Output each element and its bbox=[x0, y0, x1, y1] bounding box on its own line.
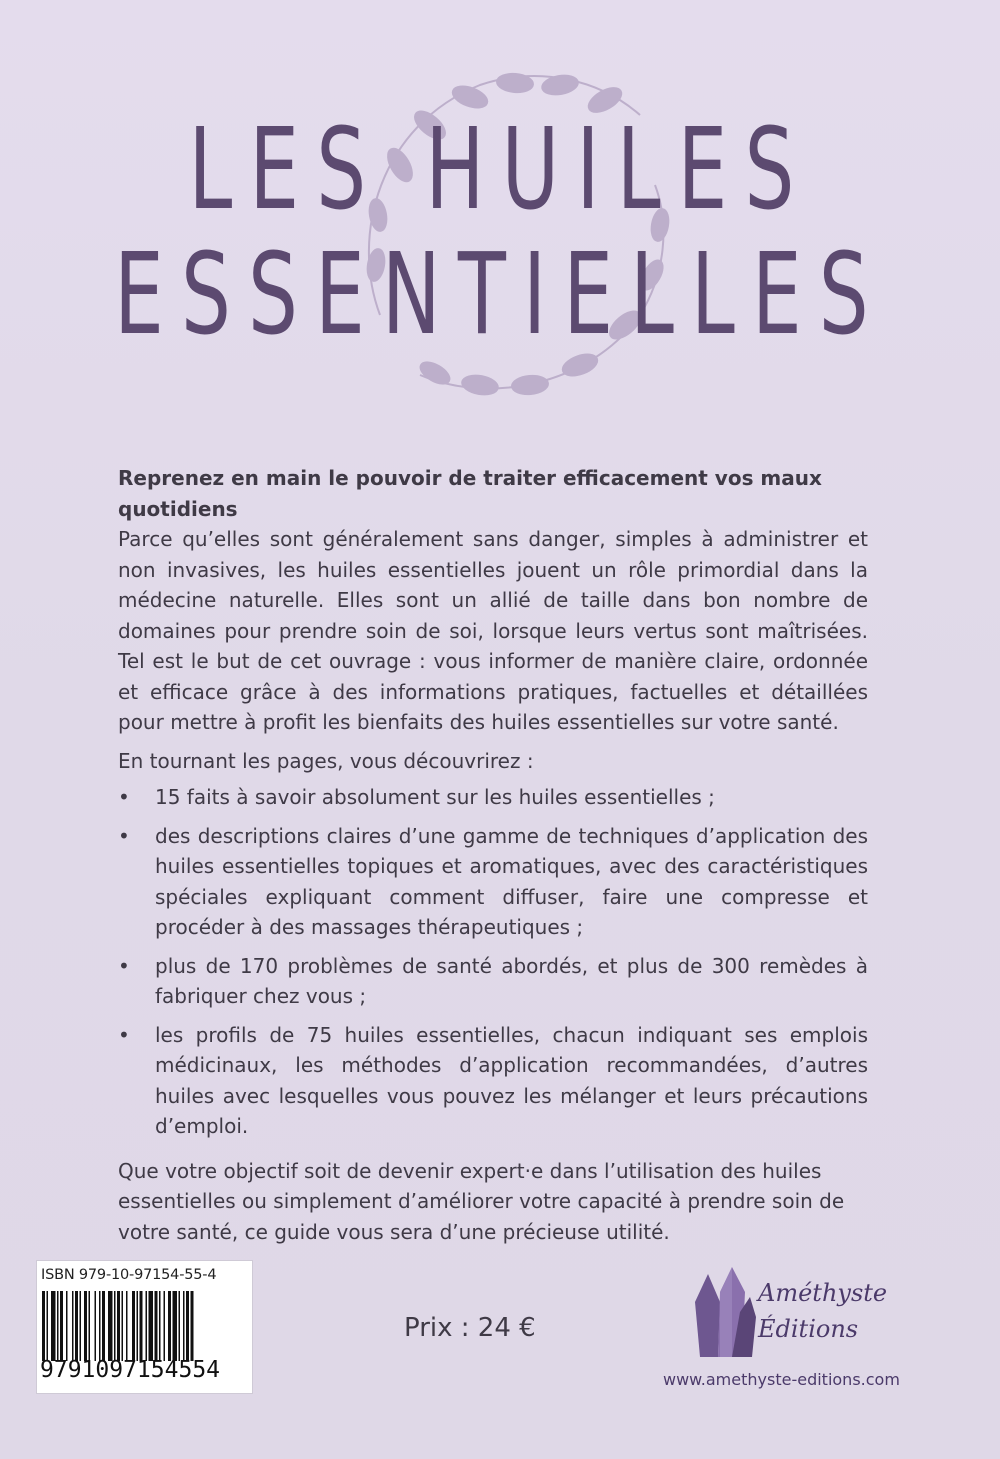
list-item: • les profils de 75 huiles essentielles, chacun indiquant ses emplois médicinaux, les méthodes d’application recommandées, d’autres huiles avec lesquelles vous pouvez les mélanger et leurs précautions d’emploi. bbox=[118, 1020, 868, 1142]
barcode-label bbox=[36, 1260, 253, 1394]
bullet-icon: • bbox=[118, 785, 130, 809]
bullet-icon: • bbox=[118, 823, 130, 848]
list-item: • des descriptions claires d’une gamme de techniques d’application des huiles essentielles topiques et aromatiques, avec des caractéristiques spéciales expliquant comment diffuser, faire une compresse et procéder à des massages thérapeutiques ; bbox=[118, 821, 868, 943]
list-intro: En tournant les pages, vous découvrirez : bbox=[118, 748, 534, 773]
publisher-name-line-2: Éditions bbox=[758, 1315, 859, 1343]
lead-sentence: Reprenez en main le pouvoir de traiter efficacement vos maux quotidiens bbox=[118, 466, 822, 521]
list-item: • plus de 170 problèmes de santé abordés, et plus de 300 remèdes à fabriquer chez vous ; bbox=[118, 951, 868, 1012]
amethyst-crystal-icon bbox=[690, 1262, 760, 1362]
bullet-icon: • bbox=[118, 953, 130, 978]
barcode-icon bbox=[40, 1291, 246, 1361]
bullet-icon: • bbox=[118, 1022, 130, 1047]
isbn-text: ISBN 979-10-97154-55-4 bbox=[41, 1267, 217, 1283]
price-label: Prix : 24 € bbox=[404, 1313, 536, 1343]
back-cover-text bbox=[118, 463, 868, 1247]
book-title-line-2: ESSENTIELLES bbox=[114, 230, 886, 360]
list-item: • 15 faits à savoir absolument sur les huiles essentielles ; bbox=[118, 782, 868, 813]
book-title-line-1: LES HUILES bbox=[188, 105, 812, 235]
publisher-name-line-1: Améthyste bbox=[758, 1279, 888, 1307]
intro-paragraph: Parce qu’elles sont généralement sans danger, simples à administrer et non invasives, les huiles essentielles jouent un rôle primordial dans la médecine naturelle. Elles sont un allié de taille dans bon nombre de domaines pour prendre soin de soi, lorsque leurs vertus sont maîtrisées. Tel est le but de cet ouvrage : vous informer de manière claire, ordonnée et efficace grâce à des informations pratiques, factuelles et détaillées pour mettre à profit les bienfaits des huiles essentielles sur votre santé. bbox=[118, 527, 868, 734]
barcode-number: 9791097154554 bbox=[40, 1357, 221, 1383]
feature-list bbox=[118, 782, 868, 1142]
closing-paragraph: Que votre objectif soit de devenir expert·e dans l’utilisation des huiles essentielles ou simplement d’améliorer votre capacité à prendre soin de votre santé, ce guide vous sera d’une précieuse utilité. bbox=[118, 1158, 845, 1244]
publisher-logo bbox=[758, 1275, 887, 1347]
publisher-url: www.amethyste-editions.com bbox=[663, 1370, 900, 1389]
